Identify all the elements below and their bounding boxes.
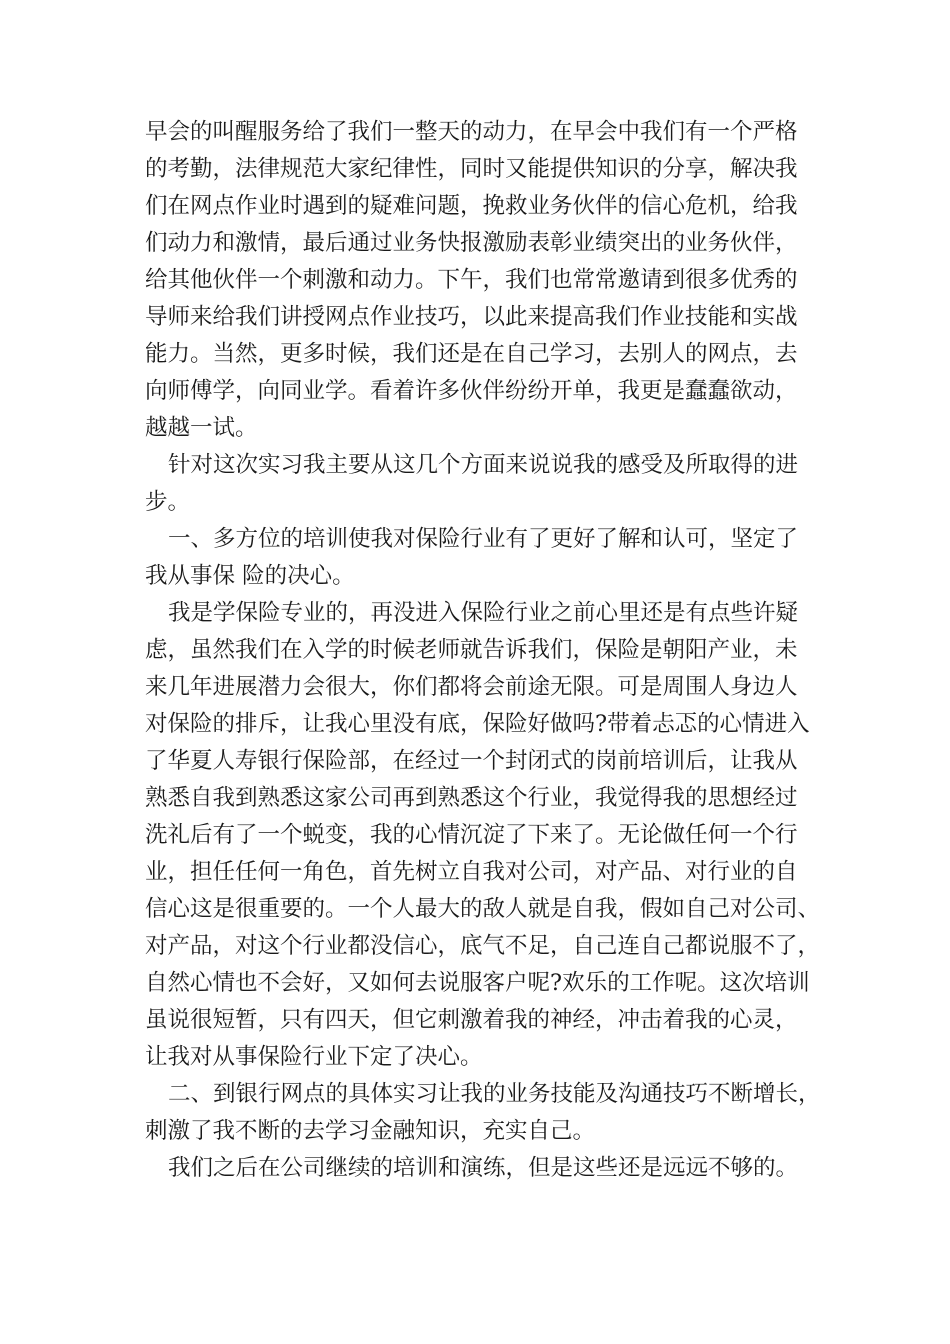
paragraph [145,595,835,1076]
text-line: 我从事保 险的决心。 [145,563,355,589]
text-line: 二、到银行网点的具体实习让我的业务技能及沟通技巧不断增长， [168,1081,821,1107]
text-line: 了华夏人寿银行保险部，在经过一个封闭式的岗前培训后，让我从 [145,748,798,774]
text-line: 们动力和激情，最后通过业务快报激励表彰业绩突出的业务伙伴， [145,230,798,256]
paragraph [145,1150,835,1187]
paragraph [145,1076,835,1150]
text-line: 一、多方位的培训使我对保险行业有了更好了解和认可，坚定了 [168,526,799,552]
text-line: 们在网点作业时遇到的疑难问题，挽救业务伙伴的信心危机，给我 [145,193,798,219]
text-line: 给其他伙伴一个刺激和动力。下午，我们也常常邀请到很多优秀的 [145,267,798,293]
text-line: 对产品，对这个行业都没信心，底气不足，自己连自己都说服不了， [145,933,821,959]
text-line: 向师傅学，向同业学。看着许多伙伴纷纷开单，我更是蠢蠢欲动， [145,378,798,404]
text-line: 我们之后在公司继续的培训和演练，但是这些还是远远不够的。 [168,1155,799,1181]
paragraph [145,114,835,447]
text-line: 早会的叫醒服务给了我们一整天的动力，在早会中我们有一个严格 [145,119,798,145]
text-line: 让我对从事保险行业下定了决心。 [145,1044,483,1070]
text-line: 来几年进展潜力会很大，你们都将会前途无限。可是周围人身边人 [145,674,798,700]
text-line: 洗礼后有了一个蜕变，我的心情沉淀了下来了。无论做任何一个行 [145,822,798,848]
text-line: 步。 [145,489,191,515]
paragraph [145,447,835,521]
text-line: 针对这次实习我主要从这几个方面来说说我的感受及所取得的进 [168,452,799,478]
paragraph [145,521,835,595]
text-line: 业，担任任何一角色，首先树立自我对公司，对产品、对行业的自 [145,859,798,885]
text-line: 我是学保险专业的，再没进入保险行业之前心里还是有点些许疑 [168,600,799,626]
text-line: 熟悉自我到熟悉这家公司再到熟悉这个行业，我觉得我的思想经过 [145,785,798,811]
text-line: 自然心情也不会好，又如何去说服客户呢?欢乐的工作呢。这次培训 [145,970,810,996]
text-line: 能力。当然，更多时候，我们还是在自己学习，去别人的网点，去 [145,341,798,367]
text-line: 越越一试。 [145,415,258,441]
document-body [145,114,835,1187]
text-line: 虽说很短暂，只有四天，但它刺激着我的神经，冲击着我的心灵， [145,1007,798,1033]
text-line: 对保险的排斥，让我心里没有底，保险好做吗?带着忐忑的心情进入 [145,711,810,737]
text-line: 虑，虽然我们在入学的时候老师就告诉我们，保险是朝阳产业，未 [145,637,798,663]
text-line: 信心这是很重要的。一个人最大的敌人就是自我，假如自己对公司、 [145,896,821,922]
text-line: 的考勤，法律规范大家纪律性，同时又能提供知识的分享，解决我 [145,156,798,182]
text-line: 刺激了我不断的去学习金融知识，充实自己。 [145,1118,596,1144]
text-line: 导师来给我们讲授网点作业技巧，以此来提高我们作业技能和实战 [145,304,798,330]
